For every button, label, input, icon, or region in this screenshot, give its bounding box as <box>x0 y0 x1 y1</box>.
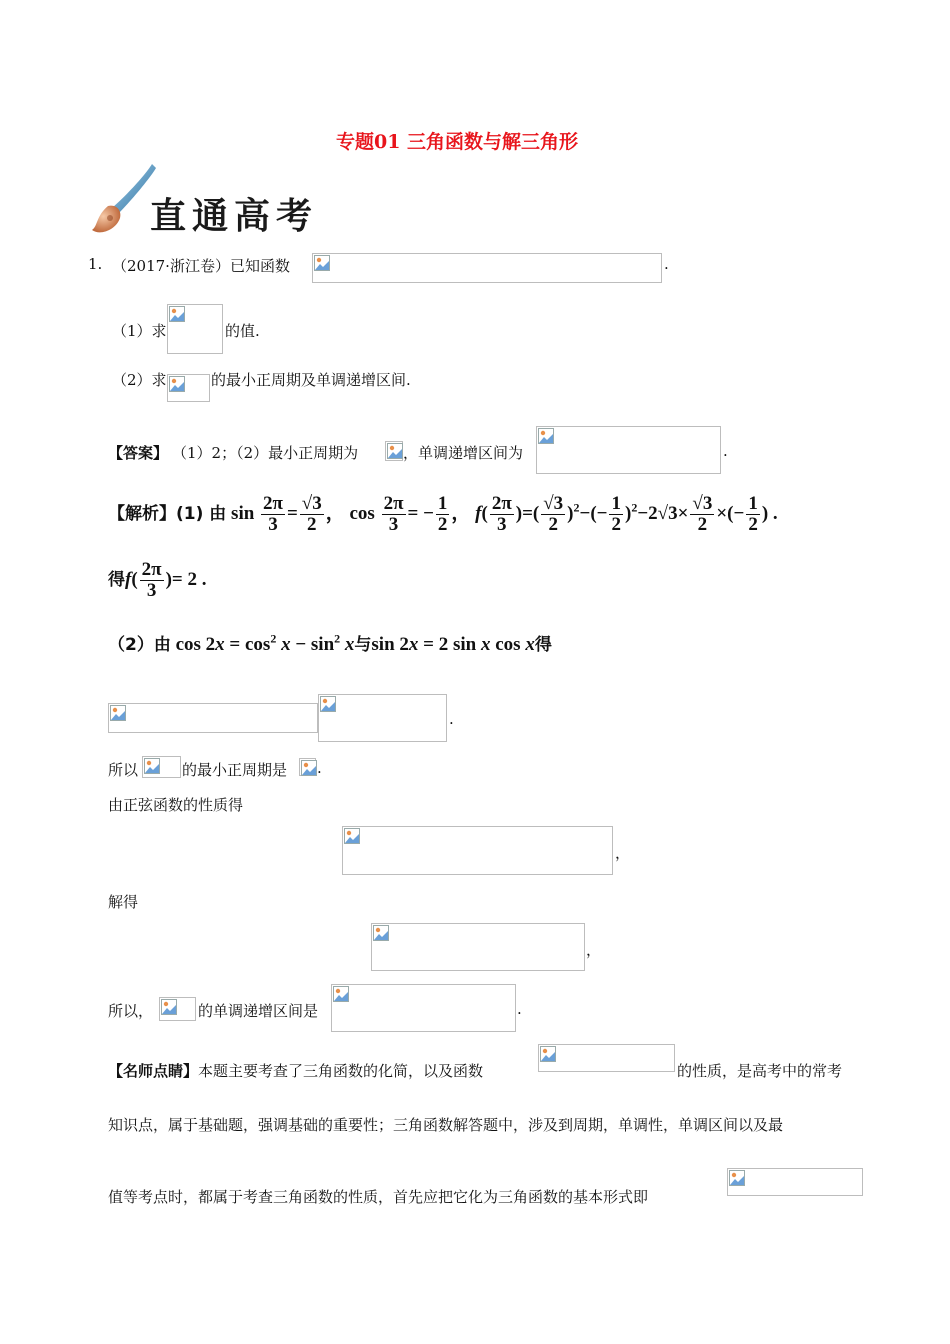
broken-image-icon <box>320 696 336 712</box>
so2-prefix: 所以， <box>108 1002 154 1020</box>
broken-image-icon <box>169 306 185 322</box>
broken-image-icon <box>110 705 126 721</box>
broken-image-icon <box>301 760 317 776</box>
fraction: $\frac{1}{2}$ <box>748 493 758 535</box>
broken-image-icon <box>144 758 160 774</box>
answer-end: . <box>723 442 728 460</box>
formula-image <box>371 923 585 971</box>
broken-image-icon <box>729 1170 745 1186</box>
q1-prefix: （1）求 <box>112 322 167 340</box>
fraction: $\frac{1}{2}$ <box>611 493 621 535</box>
so1-mid: 的最小正周期是 <box>182 761 288 779</box>
formula-image <box>331 984 516 1032</box>
formula-image <box>318 694 447 742</box>
solve-text: 解得 <box>108 893 139 911</box>
analysis-label: 【解析】 <box>108 503 176 524</box>
broken-image-icon <box>169 376 185 392</box>
answer-label: 【答案】 <box>108 444 169 462</box>
broken-image-icon <box>540 1046 556 1062</box>
formula-image <box>142 756 181 778</box>
formula-image <box>342 826 613 875</box>
problem-period: . <box>664 255 669 273</box>
teacher-line1b: 的性质，是高考中的常考 <box>677 1062 843 1080</box>
cos-text: cos <box>349 502 375 524</box>
formula-image <box>727 1168 863 1196</box>
fraction: $\frac{2\pi}{3}$ <box>263 493 283 535</box>
formula-image <box>538 1044 675 1072</box>
broken-image-icon <box>373 925 389 941</box>
broken-image-icon <box>387 443 403 459</box>
comma: ， <box>586 941 602 959</box>
teacher-line1: 【名师点睛】本题主要考查了三角函数的化简，以及函数 <box>108 1062 484 1080</box>
analysis-result: 得f( $\frac{2\pi}{3}$ )= 2 . <box>108 559 207 601</box>
formula-image <box>299 758 316 776</box>
formula-image <box>385 441 403 461</box>
fraction: $\frac{√3}{2}$ <box>301 493 322 535</box>
q1-suffix: 的值. <box>225 322 260 340</box>
answer-text1: （1）2；（2）最小正周期为 <box>172 444 359 462</box>
broken-image-icon <box>161 999 177 1015</box>
formula-image <box>159 997 196 1021</box>
part1-prefix: (1) 由 <box>176 503 227 524</box>
comma: ， <box>615 844 631 862</box>
teacher-label: 【名师点睛】 <box>108 1062 199 1080</box>
formula-image <box>108 703 318 733</box>
formula-image <box>312 253 662 283</box>
formula-image <box>167 374 210 402</box>
so1-end: . <box>317 759 322 777</box>
answer-text2: ，单调递增区间为 <box>403 444 524 462</box>
banner <box>88 160 328 240</box>
teacher-line2: 知识点，属于基础题，强调基础的重要性；三角函数解答题中，涉及到周期，单调性，单调区间以及最 <box>108 1116 784 1134</box>
fraction: $\frac{2\pi}{3}$ <box>383 493 404 535</box>
teacher-line3: 值等考点时，都属于考查三角函数的性质，首先应把它化为三角函数的基本形式即 <box>108 1188 649 1206</box>
problem-source: （2017·浙江卷）已知函数 <box>112 257 290 275</box>
q2-prefix: （2）求 <box>112 371 167 389</box>
fraction: $\frac{1}{2}$ <box>437 493 448 535</box>
fraction: $\frac{√3}{2}$ <box>692 493 713 535</box>
line-period: . <box>449 710 454 728</box>
broken-image-icon <box>538 428 554 444</box>
so1-prefix: 所以 <box>108 761 139 779</box>
broken-image-icon <box>314 255 330 271</box>
fraction: $\frac{√3}{2}$ <box>543 493 564 535</box>
sin-text: sin <box>231 502 255 524</box>
by-sine: 由正弦函数的性质得 <box>108 796 244 814</box>
formula-image <box>167 304 223 354</box>
problem-number: 1. <box>88 255 103 273</box>
so2-end: . <box>517 1000 522 1018</box>
analysis-line1: 【解析】(1) 由 sin $\frac{2\pi}{3}$ = $\frac{√3}{2}$ ， cos $\frac{2\pi}{3}$ = − $\frac{1}{2}$ ， f( $\frac{2\pi}{3}$ )=( $\frac{√3}{2}$ )$^2$−(− $\frac{1}{2}$ )$^2$−2√3× $\frac{√3}{2}$ ×(− $\frac{1}{2}$ ) . <box>108 493 778 535</box>
so2-mid: 的单调递增区间是 <box>198 1002 319 1020</box>
broken-image-icon <box>344 828 360 844</box>
page-title: 专题01 三角函数与解三角形 <box>336 131 579 153</box>
analysis-part2: （2）由 $\cos 2x = \cos^2 x - \sin^2 x$与sin 2x = 2 sin x cos x得 <box>108 631 552 655</box>
banner-text: 直通高考 <box>150 196 319 237</box>
formula-image <box>536 426 721 474</box>
fraction: $\frac{2\pi}{3}$ <box>141 559 162 601</box>
q2-suffix: 的最小正周期及单调递增区间. <box>211 371 411 389</box>
broken-image-icon <box>333 986 349 1002</box>
fraction: $\frac{2\pi}{3}$ <box>491 493 512 535</box>
